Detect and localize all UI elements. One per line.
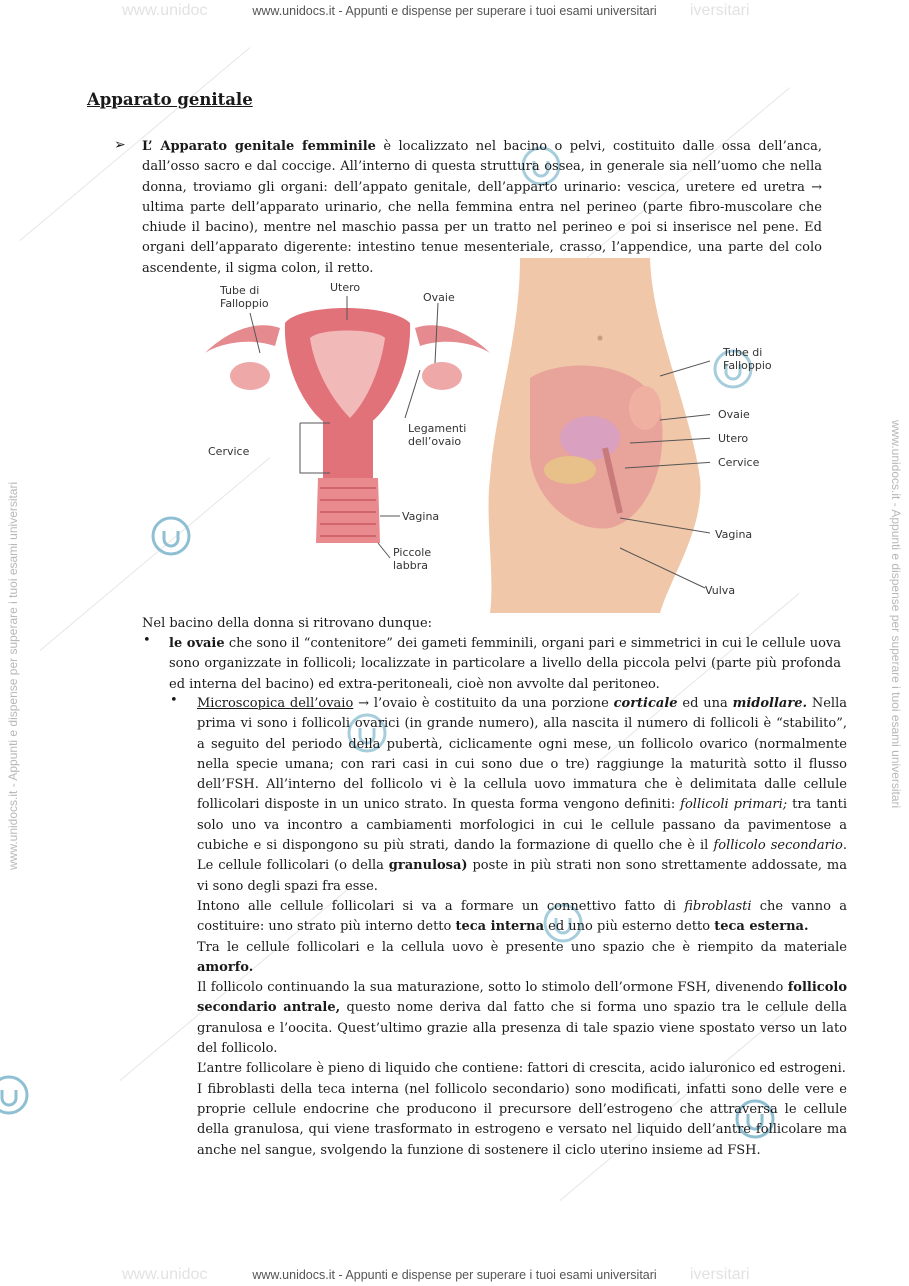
watermark-ghost-top: www.unidoc [122, 2, 208, 19]
label-vagina-left: Vagina [402, 510, 440, 523]
bullet-dot-icon: • [143, 633, 151, 648]
label-legamenti-left: Legamenti dell’ovaio [408, 422, 467, 448]
side-watermark-right: www.unidocs.it - Appunti e dispense per superare i tuoi esami universitari [889, 420, 903, 809]
unidocs-logo-icon [0, 1074, 30, 1116]
ovaie-paragraph: le ovaie che sono il “contenitore” dei gameti femminili, organi pari e simmetrici in cui le cellule uova sono organizzate in follicoli; localizzate in particolare a livello della piccola pelvi (parte più profonda ed interna del bacino) ed extra-peritoneali, cioè non avvolte dal peritoneo. [169, 636, 841, 692]
page-footer: www.unidocs.it - Appunti e dispense per superare i tuoi esami universitari [252, 1268, 657, 1282]
body-silhouette [489, 258, 701, 613]
label-tube-right: Tube di Falloppio [723, 346, 772, 372]
unidocs-logo-icon [150, 515, 192, 557]
page-title: Apparato genitale [87, 90, 253, 109]
intro-paragraph: L’ Apparato genitale femminile è localizzato nel bacino o pelvi, costituito dalle ossa dell’anca, dall’osso sacro e dal coccige. All’interno di questa struttura ossea, in generale sia nell’uomo che nella donna, troviamo gli organi: dell’appato genitale, dell’apparto urinario: vescica, uretere ed uretra → ultima parte dell’apparato urinario, che nella femmina entra nel perineo (parte fibro-muscolare che chiude il bacino), mentre nel maschio passa per un tratto nel perineo e poi si inserisce nel pene. Ed organi dell’apparato digerente: intestino tenue mesenteriale, crasso, l’appendice, una parte del colo ascendente, il sigma colon, il retto. [142, 139, 822, 276]
arrow-bullet-icon: ➢ [114, 137, 126, 153]
side-watermark-left: www.unidocs.it - Appunti e dispense per superare i tuoi esami universitari [6, 481, 20, 870]
label-vulva-right: Vulva [705, 584, 736, 597]
label-utero-right: Utero [718, 432, 749, 445]
label-tube-left: Tube di Falloppio [220, 284, 269, 310]
label-utero-left: Utero [330, 281, 361, 294]
micro-paragraph: Microscopica dell’ovaio → l’ovaio è costituito da una porzione corticale ed una midollare. Nella prima vi sono i follicoli ovarici (in grande numero), alla nascita il numero di follicoli è “stabilito”, a seguito del periodo della pubertà, ciclicamente ogni mese, un follicolo ovarico (normalmente nella specie umana; con rari casi in cui sono due o tre) raggiunge la maturità sotto il flusso dell’FSH. All’interno del follicolo vi è la cellula uovo immatura che è delimitata dalle cellule follicolari disposte in un unico strato. In questa forma vengono definiti: follicoli primari; tra tanti solo uno va incontro a cambiamenti morfologici in cui le cellule passano da pavimentose a cubiche e si dispongono su più strati, dando la formazione di quello che è il follicolo secondario. Le cellule follicolari (o della granulosa) poste in più strati non sono strettamente addossate, ma vi sono degli spazi fra esse. Intono alle cellule follicolari si va a formare un connettivo fatto di fibroblasti che vanno a costituire: uno strato più interno detto teca interna ed uno più esterno detto teca esterna. Tra le cellule follicolari e la cellula uovo è presente uno spazio che è riempito da materiale amorfo. Il follicolo continuando la sua maturazione, sotto lo stimolo dell’ormone FSH, divenendo follicolo secondario antrale, questo nome deriva dal fatto che si forma uno spazio tra le cellule della granulosa e l’oocita. Quest’ultimo grazie alla presenza di tale spazio viene spostato verso un lato del follicolo. L’antre follicolare è pieno di liquido che contiene: fattori di crescita, acido ialuronico ed estrogeni. I fibroblasti della teca interna (nel follicolo secondario) sono modificati, infatti sono delle vere e proprie cellule endocrine che producono il precursore dell’estrogeno che attraversa le cellule della granulosa, qui viene trasformato in estrogeno e versato nel liquido dell’antre follicolare ma anche nel sangue, svolgendo la funzione di sostenere il ciclo uterino insieme ad FSH. [197, 696, 848, 1158]
label-ovaie-right: Ovaie [718, 408, 750, 421]
label-cervice-left: Cervice [208, 445, 250, 458]
label-ovaie-left: Ovaie [423, 291, 455, 304]
label-labbra-left: Piccole labbra [393, 546, 432, 572]
watermark-ghost-top-right: iversitari [690, 2, 750, 19]
label-vagina-right: Vagina [715, 528, 753, 541]
label-cervice-right: Cervice [718, 456, 760, 469]
intro-bold-lead: L’ Apparato genitale femminile [142, 139, 376, 154]
watermark-ghost-bottom: www.unidoc [122, 1266, 208, 1283]
bullet-dot-icon: • [170, 693, 178, 708]
body-intro: Nel bacino della donna si ritrovano dunque: [142, 616, 433, 631]
watermark-ghost-bottom-right: iversitari [690, 1266, 750, 1283]
page-header: www.unidocs.it - Appunti e dispense per superare i tuoi esami universitari [252, 4, 657, 18]
anatomy-figure [190, 258, 772, 613]
